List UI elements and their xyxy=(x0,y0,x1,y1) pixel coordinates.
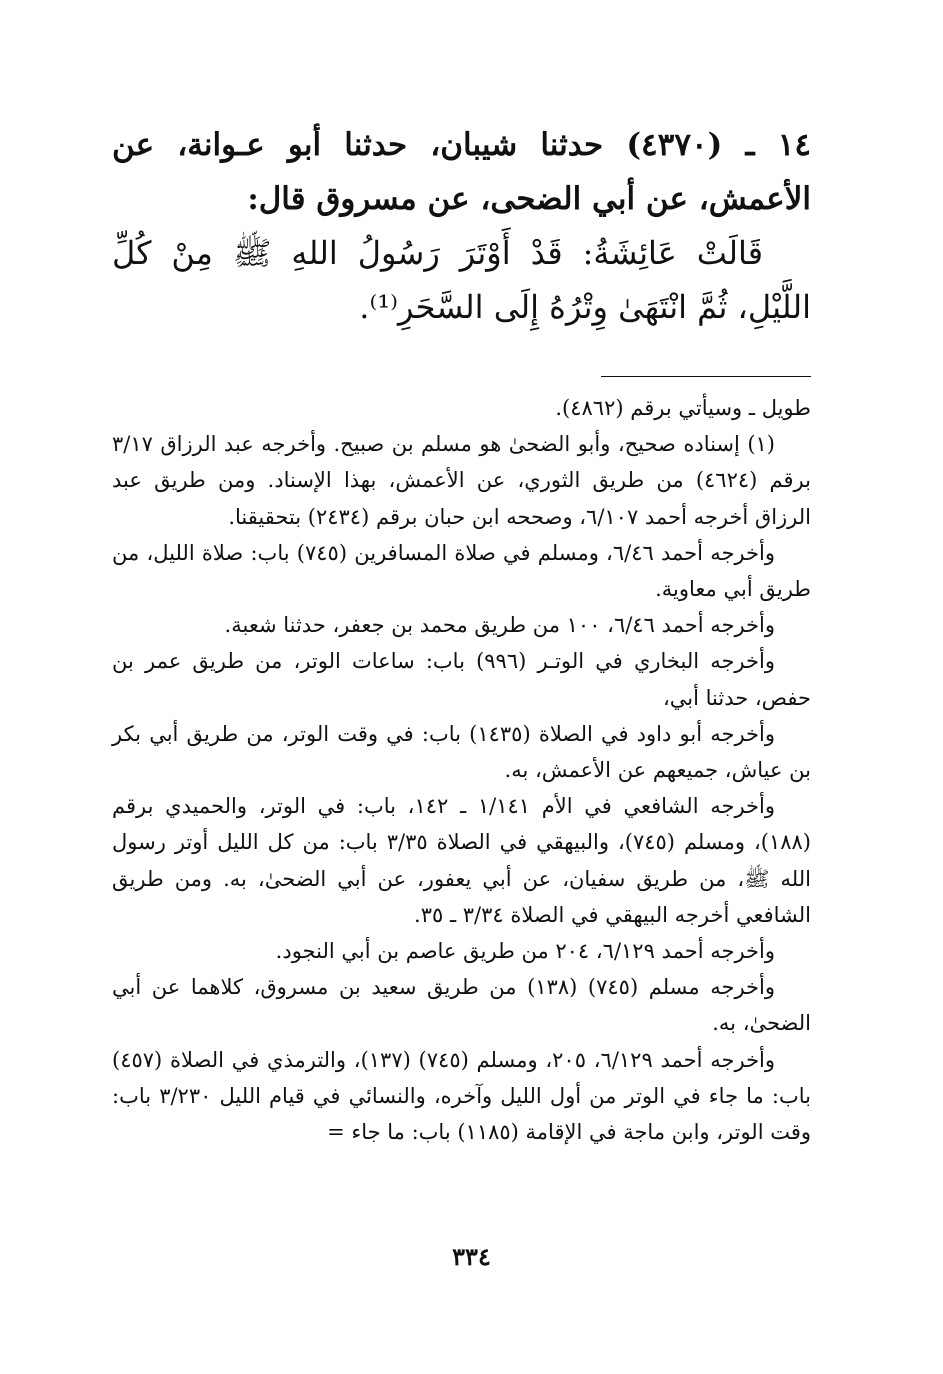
footnote-paragraph: وأخرجه البخاري في الوتـر (٩٩٦) باب: ساعات الوتر، من طريق عمر بن حفص، حدثنا أبي، xyxy=(112,649,811,710)
footnote-paragraph: وأخرجه الشافعي في الأم ١/١٤١ ـ ١٤٢، باب: في الوتر، والحميدي برقم (١٨٨)، ومسلم (٧٤٥)، والبيهقي في الصلاة ٣/٣٥ باب: من كل الليل أوتر رسول الله ﷺ، من طريق سفيان، عن أبي يعفور، عن أبي الضحىٰ، به. ومن طريق الشافعي أخرجه البيهقي في الصلاة ٣/٣٤ ـ ٣٥. xyxy=(112,794,811,927)
footnote-continuation: طويل ـ وسيأتي برقم (٤٨٦٢). xyxy=(555,396,811,420)
footnote-paragraph: وأخرجه أحمد ٦/٤٦، ١٠٠ من طريق محمد بن جعفر، حدثنا شعبة. xyxy=(224,613,775,638)
hadith-isnad: ١٤ ـ (٤٣٧٠) حدثنا شيبان، حدثنا أبو عـوانة، عن الأعمش، عن أبي الضحى، عن مسروق قال: xyxy=(112,127,811,217)
footnote-paragraph: وأخرجه أحمد ٦/١٢٩، ٢٠٥، ومسلم (٧٤٥) (١٣٧)، والترمذي في الصلاة (٤٥٧) باب: ما جاء في الوتر من أول الليل وآخره، والنسائي في قيام الليل ٣/٢٣٠ باب: وقت الوتر، وابن ماجة في الإقامة (١١٨٥) باب: ما جاء = xyxy=(112,1047,811,1145)
footnote-paragraph: وأخرجه مسلم (٧٤٥) (١٣٨) من طريق سعيد بن مسروق، كلاهما عن أبي الضحىٰ، به. xyxy=(112,975,811,1036)
footnote-paragraph: (١) إسناده صحيح، وأبو الضحىٰ هو مسلم بن صبيح. وأخرجه عبد الرزاق ٣/١٧ برقم (٤٦٢٤) من طريق الثوري، عن الأعمش، بهذا الإسناد. ومن طريق عبد الرزاق أخرجه أحمد ٦/١٠٧، وصححه ابن حبان برقم (٢٤٣٤) بتحقيقنا. xyxy=(112,432,811,529)
hadith-matn: قَالَتْ عَائِشَةُ: قَدْ أَوْتَرَ رَسُولُ اللهِ ﷺ مِنْ كُلِّ اللَّيْلِ، ثُمَّ انْتَهَىٰ وِتْرُهُ إِلَى السَّحَرِ⁽¹⁾. xyxy=(112,234,811,326)
footnote-paragraph: وأخرجه أحمد ٦/١٢٩، ٢٠٤ من طريق عاصم بن أبي النجود. xyxy=(275,939,775,964)
hadith-block xyxy=(112,118,811,334)
footnotes xyxy=(112,390,811,1150)
footnote-paragraph: وأخرجه أبو داود في الصلاة (١٤٣٥) باب: في وقت الوتر، من طريق أبي بكر بن عياش، جميعهم عن الأعمش، به. xyxy=(112,721,811,783)
footnote-paragraph: وأخرجه أحمد ٦/٤٦، ومسلم في صلاة المسافرين (٧٤٥) باب: صلاة الليل، من طريق أبي معاوية. xyxy=(112,540,811,602)
page-number: ٣٣٤ xyxy=(452,1242,491,1271)
footnote-divider xyxy=(601,376,811,377)
